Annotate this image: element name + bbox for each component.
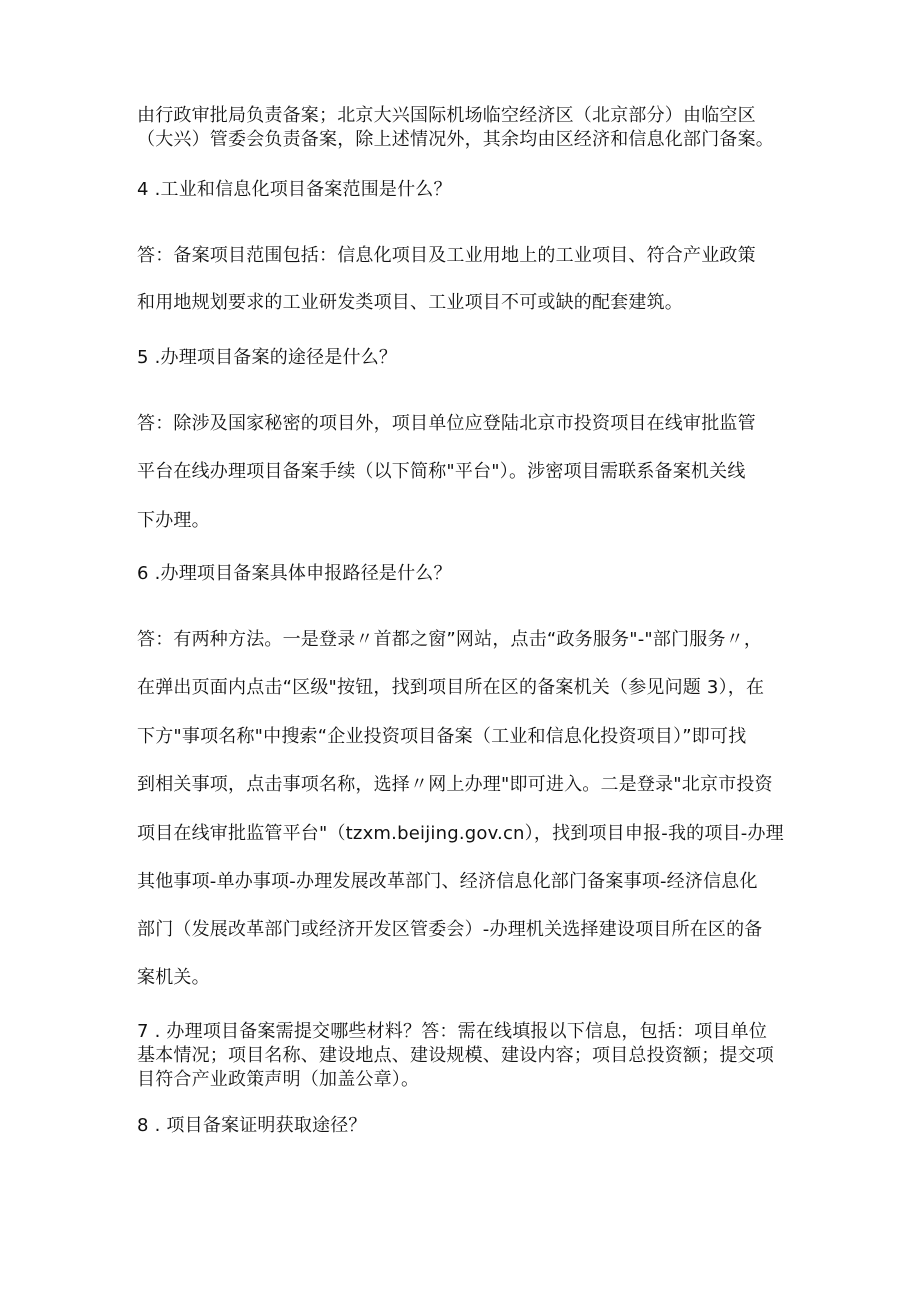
answer-6-text-line: 在弹出页面内点击“区级"按钮，找到项目所在区的备案机关（参见问题 3），在 bbox=[137, 677, 765, 698]
question-7-text-line: 基本情况；项目名称、建设地点、建设规模、建设内容；项目总投资额；提交项 bbox=[137, 1045, 774, 1066]
answer-6-text-line: 下方"事项名称"中搜索“企业投资项目备案（工业和信息化投资项目）”即可找 bbox=[137, 726, 747, 747]
question-7-text-line: 7 . 办理项目备案需提交哪些材料？答：需在线填报以下信息，包括：项目单位 bbox=[137, 1021, 768, 1042]
answer-5-text-line: 平台在线办理项目备案手续（以下简称"平台"）。涉密项目需联系备案机关线 bbox=[137, 461, 746, 482]
answer-6-text-line: 其他事项-单办事项-办理发展改革部门、经济信息化部门备案事项-经济信息化 bbox=[137, 871, 758, 892]
question-8-heading: 8 . 项目备案证明获取途径？ bbox=[137, 1115, 367, 1136]
intro-text-line: 由行政审批局负责备案；北京大兴国际机场临空经济区（北京部分）由临空区 bbox=[137, 105, 756, 126]
answer-6-text-line: 部门（发展改革部门或经济开发区管委会）-办理机关选择建设项目所在区的备 bbox=[137, 919, 763, 940]
answer-6-text-line: 到相关事项，点击事项名称，选择〃网上办理"即可进入。二是登录"北京市投资 bbox=[137, 774, 773, 795]
answer-6-text-line: 案机关。 bbox=[137, 967, 210, 988]
answer-4-text-line: 答：备案项目范围包括：信息化项目及工业用地上的工业项目、符合产业政策 bbox=[137, 245, 756, 266]
question-5-heading: 5 .办理项目备案的途径是什么？ bbox=[137, 347, 398, 368]
question-4-heading: 4 .工业和信息化项目备案范围是什么？ bbox=[137, 179, 452, 200]
answer-6-text-line: 答：有两种方法。一是登录〃首都之窗”网站，点击“政务服务"-"部门服务〃， bbox=[137, 629, 763, 650]
question-7-text-line: 目符合产业政策声明（加盖公章）。 bbox=[137, 1069, 420, 1090]
answer-4-text-line: 和用地规划要求的工业研发类项目、工业项目不可或缺的配套建筑。 bbox=[137, 292, 683, 313]
answer-6-text-line: 项目在线审批监管平台"（tzxm.beijing.gov.cn），找到项目申报-我的项目-办理 bbox=[137, 823, 784, 844]
question-6-heading: 6 .办理项目备案具体申报路径是什么？ bbox=[137, 563, 452, 584]
intro-text-line: （大兴）管委会负责备案，除上述情况外，其余均由区经济和信息化部门备案。 bbox=[137, 129, 774, 150]
answer-5-text-line: 下办理。 bbox=[137, 510, 210, 531]
answer-5-text-line: 答：除涉及国家秘密的项目外，项目单位应登陆北京市投资项目在线审批监管 bbox=[137, 413, 756, 434]
